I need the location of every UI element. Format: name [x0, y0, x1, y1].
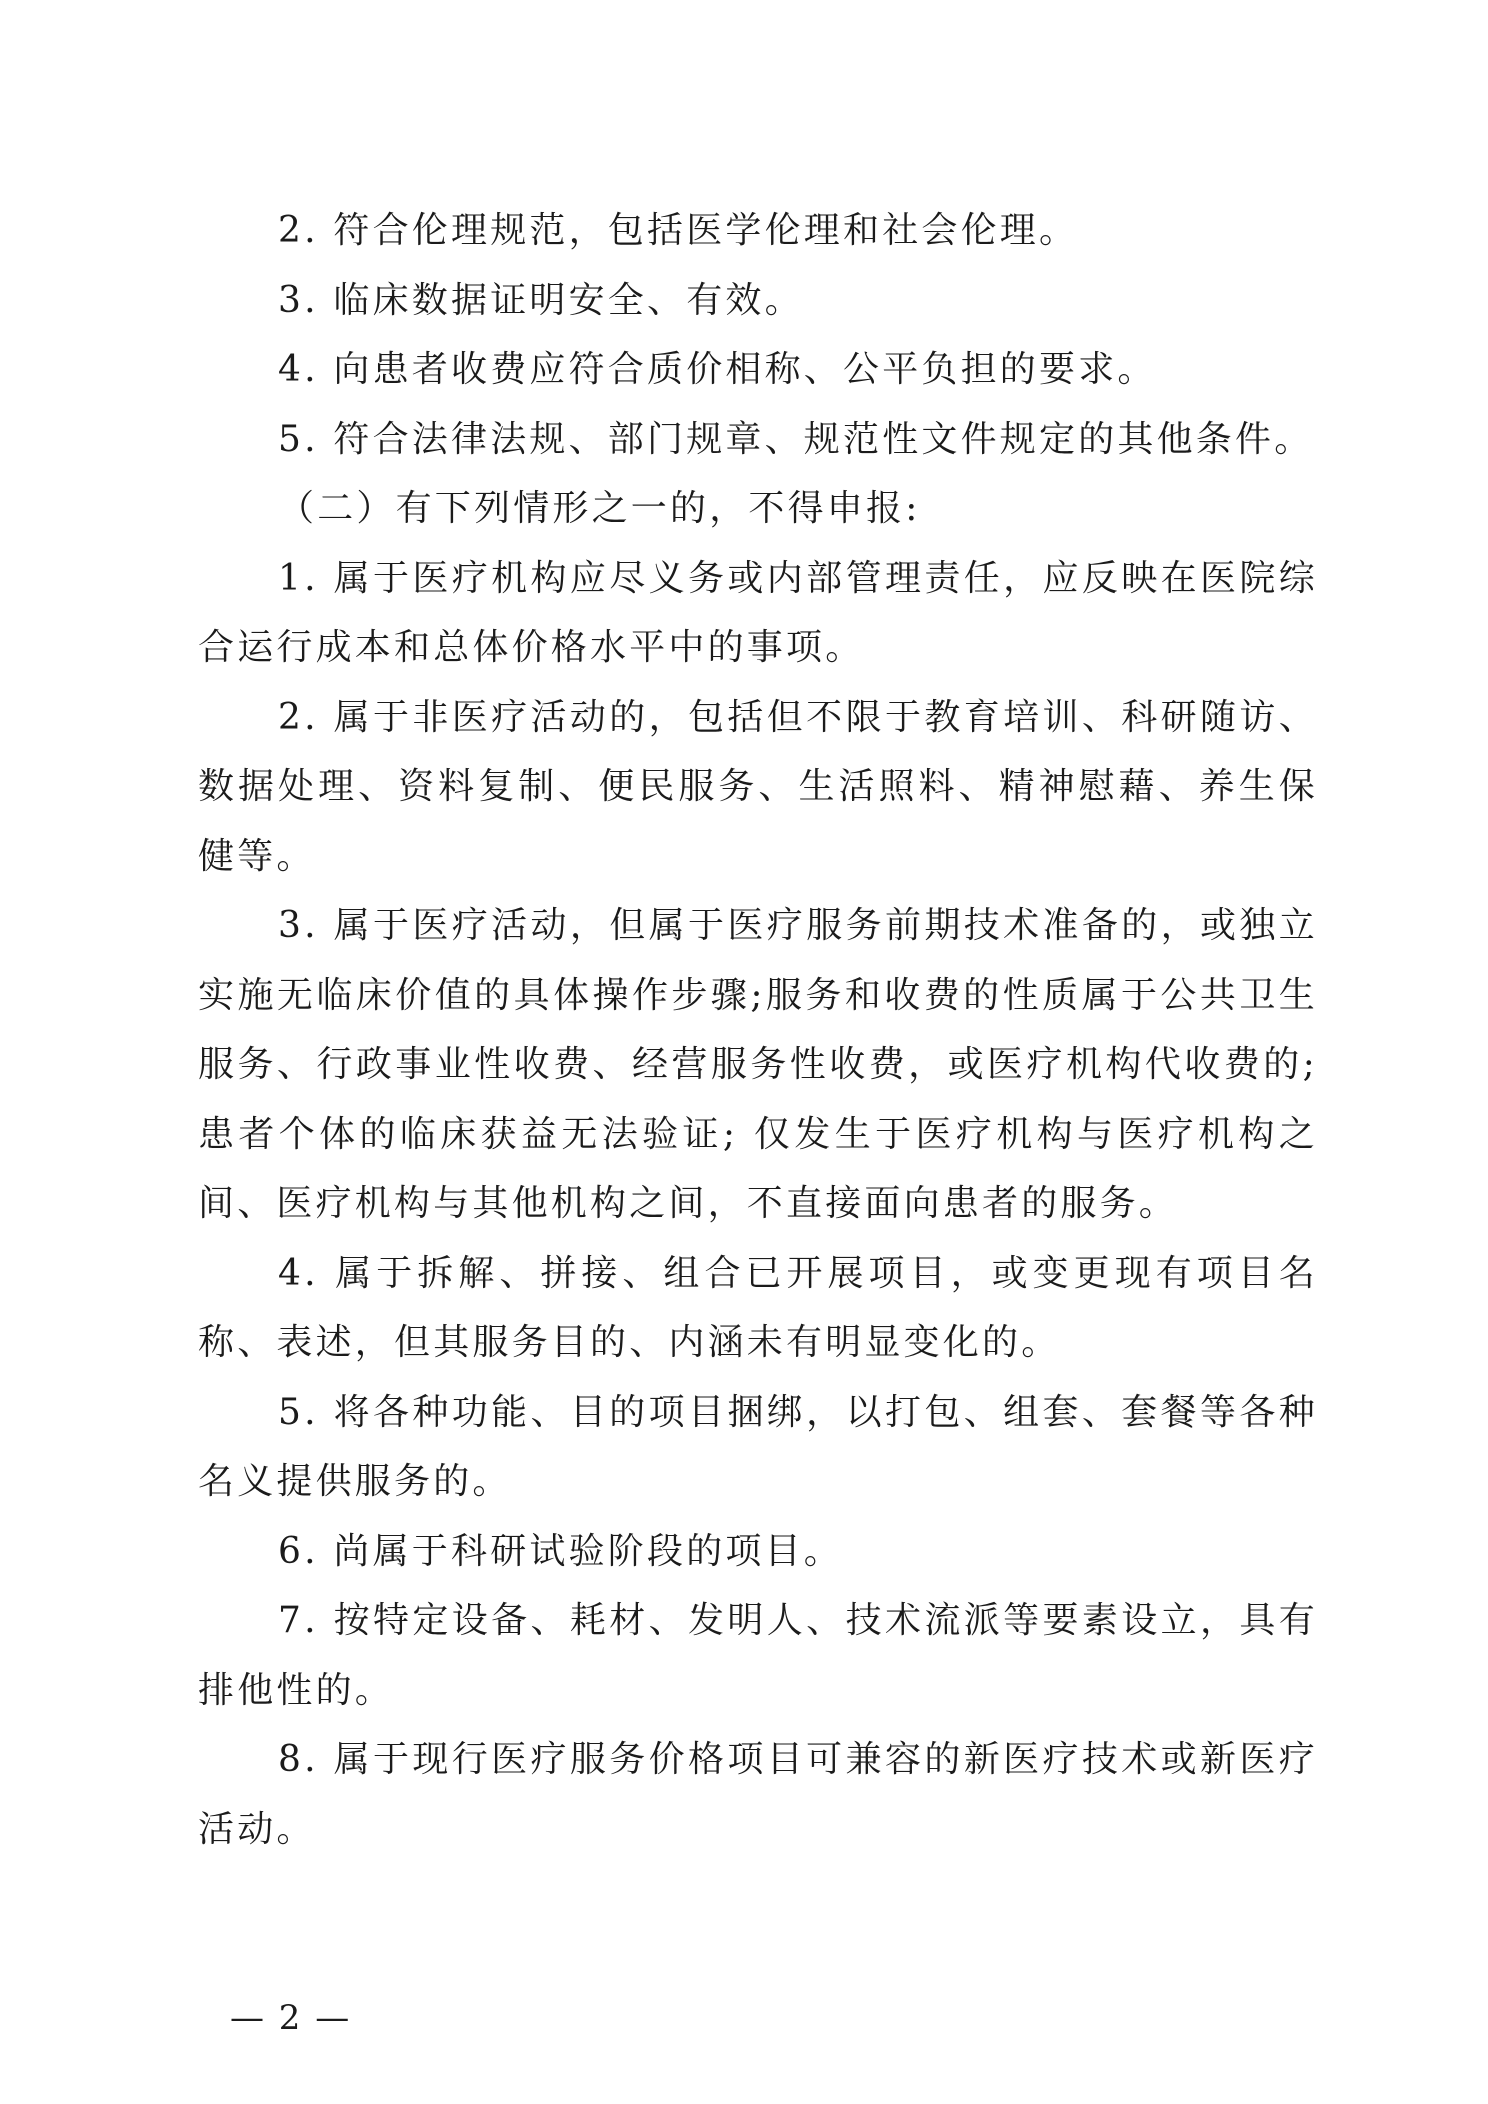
paragraph-exclusion-4: 4. 属于拆解、拼接、组合已开展项目，或变更现有项目名称、表述，但其服务目的、内涵未有明显变化的。 — [198, 1252, 1318, 1363]
paragraph-exclusion-7: 7. 按特定设备、耗材、发明人、技术流派等要素设立，具有排他性的。 — [198, 1600, 1318, 1711]
paragraph-item-3-clinical-data: 3. 临床数据证明安全、有效。 — [278, 279, 804, 321]
paragraph-exclusion-5: 5. 将各种功能、目的项目捆绑，以打包、组套、套餐等各种名义提供服务的。 — [198, 1391, 1318, 1502]
paragraph-exclusion-1: 1. 属于医疗机构应尽义务或内部管理责任，应反映在医院综合运行成本和总体价格水平中的事项。 — [198, 557, 1318, 668]
paragraph-item-4-fees: 4. 向患者收费应符合质价相称、公平负担的要求。 — [278, 349, 1157, 390]
paragraph-item-5-regulations: 5. 符合法律法规、部门规章、规范性文件规定的其他条件。 — [278, 418, 1314, 460]
paragraph-exclusion-8: 8. 属于现行医疗服务价格项目可兼容的新医疗技术或新医疗活动。 — [198, 1739, 1318, 1850]
section-heading-exclusions: （二）有下列情形之一的，不得申报: — [278, 488, 921, 529]
document-body — [198, 196, 1318, 1864]
paragraph-item-2-ethics: 2. 符合伦理规范，包括医学伦理和社会伦理。 — [278, 210, 1079, 251]
paragraph-exclusion-3: 3. 属于医疗活动，但属于医疗服务前期技术准备的，或独立实施无临床价值的具体操作步骤;服务和收费的性质属于公共卫生服务、行政事业性收费、经营服务性收费，或医疗机构代收费的; 患者个体的临床获益无法验证; 仅发生于医疗机构与医疗机构之间、医疗机构与其他机构之间，不直接面向患者的服务。 — [198, 905, 1318, 1224]
page-number: — 2 — — [230, 1998, 352, 2038]
paragraph-exclusion-6: 6. 尚属于科研试验阶段的项目。 — [278, 1530, 843, 1572]
paragraph-exclusion-2: 2. 属于非医疗活动的，包括但不限于教育培训、科研随访、数据处理、资料复制、便民服务、生活照料、精神慰藉、养生保健等。 — [198, 696, 1318, 877]
